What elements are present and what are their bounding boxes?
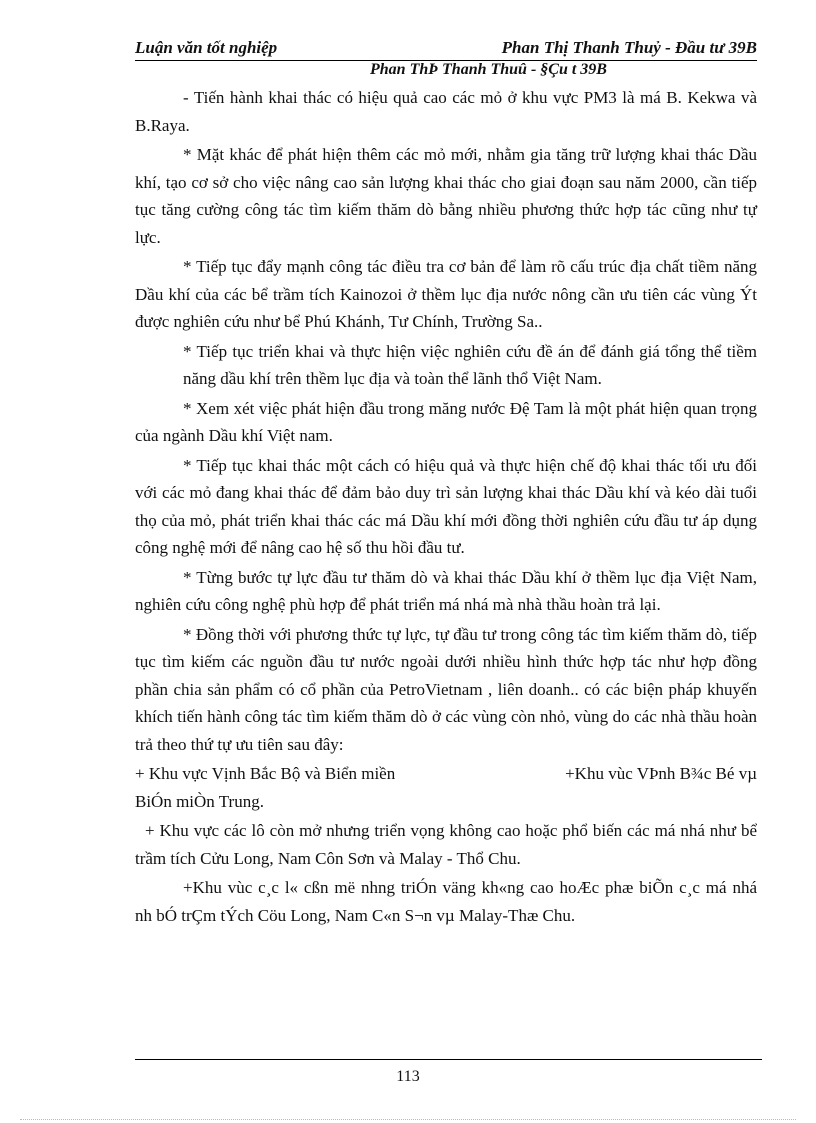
page-number: 113 xyxy=(396,1068,420,1085)
paragraph-6: * Tiếp tục khai thác một cách có hiệu quả và thực hiện chế độ khai thác tối ưu đối với các mỏ đang khai thác để đảm bảo duy trì sản lượng khai thác Dầu khí và kéo dài tuổi thọ của mỏ, phát triển khai thác các má Dầu khí mới đồng thời nghiên cứu đầu tư áp dụng công nghệ mới để nâng cao hệ số thu hồi đầu tư. xyxy=(135,455,757,557)
header-garbled-author: Phan ThÞ Thanh Thuû - §Çu t 39B xyxy=(370,61,607,78)
list-item-1-left: + Khu vực Vịnh Bắc Bộ và Biển miền xyxy=(135,764,396,783)
list-item-3: +Khu vùc c¸c l« cßn më nhng triÓn väng kh«ng cao hoÆc phæ biÕn c¸c má nhá nh bÓ trÇm tÝch Cöu Long, Nam C«n S¬n vµ Malay-Thæ Chu. xyxy=(135,878,757,925)
paragraph-8: * Đồng thời với phương thức tự lực, tự đầu tư trong công tác tìm kiếm thăm dò, tiếp tục tìm kiếm các nguồn đầu tư nước ngoài dưới nhiều hình thức hợp tác như hợp đồng phần chia sản phẩm có cổ phần của PetroVietnam , liên doanh.. có các biện pháp khuyến khích tiến hành công tác tìm kiếm thăm dò ở các vùng còn nhỏ, vùng do các nhà thầu hoàn trả theo thứ tự ưu tiên sau đây: xyxy=(135,624,757,754)
page-header xyxy=(135,38,757,61)
paragraph-2: * Mặt khác để phát hiện thêm các mỏ mới, nhằm gia tăng trữ lượng khai thác Dầu khí, tạo cơ sở cho việc nâng cao sản lượng khai thác cho giai đoạn sau năm 2000, cần tiếp tục tăng cường công tác tìm kiếm thăm dò bằng nhiều phương thức hợp tác cũng như tự lực. xyxy=(135,145,757,247)
list-item-1 xyxy=(135,760,757,815)
document-body xyxy=(135,84,757,931)
header-right-author: Phan Thị Thanh Thuỷ - Đầu tư 39B xyxy=(501,38,757,57)
header-left-title: Luận văn tốt nghiệp xyxy=(135,38,278,57)
list-item-1-cont: BiÓn miÒn Trung. xyxy=(135,791,264,811)
paragraph-5: * Xem xét việc phát hiện đầu trong măng nước Đệ Tam là một phát hiện quan trọng của ngành Dầu khí Việt nam. xyxy=(135,398,757,445)
paragraph-7: * Từng bước tự lực đầu tư thăm dò và khai thác Dầu khí ở thềm lục địa Việt Nam, nghiên cứu công nghệ phù hợp để phát triển má nhá mà nhà thầu hoàn trả lại. xyxy=(135,567,757,614)
paragraph-1: - Tiến hành khai thác có hiệu quả cao các mỏ ở khu vực PM3 là má B. Kekwa và B.Raya. xyxy=(135,88,757,135)
list-item-1-right: +Khu vùc VÞnh B¾c Bé vµ xyxy=(565,764,757,783)
page-edge xyxy=(20,1119,796,1120)
paragraph-3: * Tiếp tục đẩy mạnh công tác điều tra cơ bản để làm rõ cấu trúc địa chất tiềm năng Dầu khí của các bể trầm tích Kainozoi ở thềm lục địa nước nông cần ưu tiên các vùng Ýt được nghiên cứu như bể Phú Khánh, Tư Chính, Trường Sa.. xyxy=(135,257,757,331)
footer-divider xyxy=(135,1059,762,1060)
paragraph-4: * Tiếp tục triển khai và thực hiện việc nghiên cứu đề án để đánh giá tổng thể tiềm năng dầu khí trên thềm lục địa và toàn thể lãnh thổ Việt Nam. xyxy=(183,341,757,388)
list-item-2: + Khu vực các lô còn mở nhưng triển vọng không cao hoặc phổ biến các má nhá như bể trầm tích Cửu Long, Nam Côn Sơn và Malay - Thổ Chu. xyxy=(135,821,757,868)
